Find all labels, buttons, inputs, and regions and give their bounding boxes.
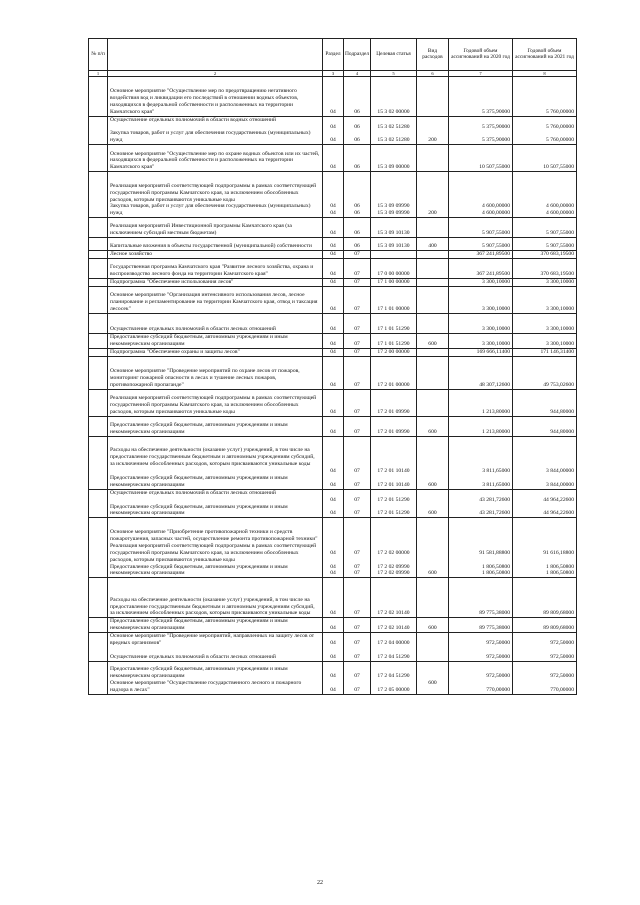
vid-cell: 200: [417, 172, 449, 218]
podrazdel-cell: 07: [344, 356, 371, 389]
row-name-cell: Реализация мероприятий соответствующей подпрограммы в рамках соответствующей государственной программы Камчатского края, за исключением обособленных расходов, которым присваиваются уникальные коды Закупка товаров, работ и услуг для обеспечения государственных (муниципальных) нужд: [108, 172, 323, 218]
row-number-cell: [89, 661, 108, 694]
podrazdel-cell: 06 06: [344, 172, 371, 218]
header-number: № п/п: [89, 39, 108, 71]
table-row: [89, 416, 577, 436]
column-number: 5: [371, 70, 417, 76]
razdel-cell: 04: [323, 314, 344, 334]
row-number-cell: [89, 578, 108, 618]
target-cell: 17 2 02 00000 17 2 02 09990 17 2 02 09990: [371, 518, 417, 578]
amount-2021-cell: 3 844,00000 3 844,00000: [513, 436, 577, 489]
table-row: [89, 578, 577, 618]
row-name-cell: Предоставление субсидий бюджетным, автономным учреждениям и иным некоммерческим организациям: [108, 416, 323, 436]
razdel-cell: 04: [323, 416, 344, 436]
podrazdel-cell: 07: [344, 259, 371, 279]
target-cell: 15 3 09 09990 15 3 09 09990: [371, 172, 417, 218]
amount-2021-cell: 171 146,31400: [513, 348, 577, 356]
razdel-cell: 04: [323, 356, 344, 389]
column-number: 8: [513, 70, 577, 76]
target-cell: 15 3 09 10130: [371, 238, 417, 251]
row-name-cell: Основное мероприятие "Осуществление мер по предотвращению негативного воздействия вод и ликвидации его последствий в отношении водных объектов, находящихся в федеральной собственности и расположенных на территории Камчатского края": [108, 76, 323, 116]
row-name-cell: Основное мероприятие "Приобретение противопожарной техники и средств пожаротушения, запасных частей, осуществление ремонта противопожарной техники" Реализация мероприятий соответствующей подпрограммы в рамках соответствующей государственной программы Камчатского края, за исключением обособленных расходов, которым присваиваются уникальные коды Предоставление субсидий бюджетным, автономным учреждениям и иным некоммерческим организациям: [108, 518, 323, 578]
row-number-cell: [89, 145, 108, 172]
vid-cell: [417, 76, 449, 116]
podrazdel-cell: 07: [344, 314, 371, 334]
amount-2021-cell: 5 760,00000 5 760,00000: [513, 116, 577, 145]
table-row: [89, 116, 577, 145]
table-row: [89, 436, 577, 489]
target-cell: 17 1 01 51290: [371, 334, 417, 349]
amount-2020-cell: 3 300,10000: [449, 314, 513, 334]
amount-2020-cell: 4 600,00000 4 600,00000: [449, 172, 513, 218]
row-number-cell: [89, 416, 108, 436]
target-cell: 17 2 02 10140: [371, 578, 417, 618]
amount-2021-cell: 10 507,55000: [513, 145, 577, 172]
amount-2021-cell: 3 300,10000: [513, 334, 577, 349]
header-vid: Вид расходов: [417, 39, 449, 71]
row-name-cell: Расходы на обеспечение деятельности (оказание услуг) учреждений, в том числе на предоставление государственным бюджетным и автономным учреждениям субсидий, за исключением обособленных расходов, которым присваиваются уникальные коды Предоставление субсидий бюджетным, автономным учреждениям и иным некоммерческим организациям: [108, 436, 323, 489]
razdel-cell: 04 04: [323, 489, 344, 518]
amount-2021-cell: 5 907,55000: [513, 218, 577, 238]
table-row: [89, 356, 577, 389]
row-name-cell: Предоставление субсидий бюджетным, автономным учреждениям и иным некоммерческим организациям: [108, 618, 323, 633]
amount-2020-cell: 5 907,55000: [449, 238, 513, 251]
target-cell: 17 2 01 10140 17 2 01 10140: [371, 436, 417, 489]
row-number-cell: [89, 489, 108, 518]
vid-cell: 600: [417, 618, 449, 633]
vid-cell: [417, 356, 449, 389]
target-cell: 17 2 04 51290 17 2 05 00000: [371, 661, 417, 694]
row-number-cell: [89, 389, 108, 416]
target-cell: 17 2 00 00000: [371, 348, 417, 356]
vid-cell: [417, 145, 449, 172]
target-cell: 17 2 01 09990: [371, 416, 417, 436]
row-name-cell: Основное мероприятие "Проведение мероприятий по охране лесов от пожаров, мониторинг пожарной опасности в лесах и тушение лесных пожаров, противопожарной пропаганде": [108, 356, 323, 389]
row-name-cell: Подпрограмма "Обеспечение охраны и защиты лесов": [108, 348, 323, 356]
amount-2021-cell: 370 683,19500: [513, 251, 577, 259]
amount-2020-cell: 972,50000 770,00000: [449, 661, 513, 694]
amount-2020-cell: 91 581,88800 1 806,50800 1 806,50800: [449, 518, 513, 578]
razdel-cell: 04 04: [323, 436, 344, 489]
row-name-cell: Предоставление субсидий бюджетным, автономным учреждениям и иным некоммерческим организациям: [108, 334, 323, 349]
razdel-cell: 04: [323, 334, 344, 349]
table-row: [89, 489, 577, 518]
row-number-cell: [89, 287, 108, 314]
row-number-cell: [89, 76, 108, 116]
row-number-cell: [89, 259, 108, 279]
podrazdel-cell: 07: [344, 389, 371, 416]
row-name-cell: Осуществление отдельных полномочий в области лесных отношений: [108, 314, 323, 334]
vid-cell: [417, 348, 449, 356]
table-body: [89, 39, 577, 695]
budget-table: [88, 38, 577, 695]
row-number-cell: [89, 356, 108, 389]
podrazdel-cell: 07 07: [344, 633, 371, 662]
podrazdel-cell: 07 07: [344, 489, 371, 518]
vid-cell: [417, 389, 449, 416]
target-cell: 17 2 02 10140: [371, 618, 417, 633]
razdel-cell: 04: [323, 259, 344, 279]
row-name-cell: Предоставление субсидий бюджетным, автономным учреждениям и иным некоммерческим организациям Основное мероприятие "Осуществление государственного лесного и пожарного надзора в лесах": [108, 661, 323, 694]
table-row: [89, 172, 577, 218]
amount-2021-cell: 49 753,02600: [513, 356, 577, 389]
razdel-cell: 04: [323, 251, 344, 259]
table-row: [89, 145, 577, 172]
vid-cell: [417, 218, 449, 238]
razdel-cell: 04: [323, 238, 344, 251]
podrazdel-cell: 06: [344, 218, 371, 238]
amount-2020-cell: 89 775,38000: [449, 578, 513, 618]
razdel-cell: 04: [323, 348, 344, 356]
header-podrazdel: Подраздел: [344, 39, 371, 71]
table-row: [89, 633, 577, 662]
razdel-cell: 04: [323, 389, 344, 416]
row-number-cell: [89, 218, 108, 238]
amount-2020-cell: 10 507,55000: [449, 145, 513, 172]
podrazdel-cell: 07: [344, 287, 371, 314]
amount-2021-cell: 5 907,55000: [513, 238, 577, 251]
podrazdel-cell: 07: [344, 578, 371, 618]
target-cell: 17 1 01 51290: [371, 314, 417, 334]
row-number-cell: [89, 633, 108, 662]
row-name-cell: Основное мероприятие "Организация интенсивного использования лесов, лесное планирование и регламентирование на территории Камчатского края, отвод и таксация лесосек": [108, 287, 323, 314]
vid-cell: [417, 287, 449, 314]
vid-cell: 400: [417, 238, 449, 251]
row-number-cell: [89, 334, 108, 349]
table-row: [89, 218, 577, 238]
target-cell: 15 3 02 00000: [371, 76, 417, 116]
razdel-cell: 04: [323, 279, 344, 287]
row-name-cell: Подпрограмма "Обеспечение использования лесов": [108, 279, 323, 287]
amount-2020-cell: 43 281,72600 43 281,72600: [449, 489, 513, 518]
amount-2021-cell: 89 809,68000: [513, 578, 577, 618]
page-number: 22: [317, 880, 323, 886]
vid-cell: [417, 633, 449, 662]
row-name-cell: Осуществление отдельных полномочий в области лесных отношений Предоставление субсидий бюджетным, автономным учреждениям и иным некоммерческим организациям: [108, 489, 323, 518]
row-name-cell: Капитальные вложения в объекты государственной (муниципальной) собственности: [108, 238, 323, 251]
row-number-cell: [89, 172, 108, 218]
table-row: [89, 279, 577, 287]
amount-2020-cell: 367 241,89500: [449, 259, 513, 279]
razdel-cell: 04: [323, 578, 344, 618]
amount-2020-cell: 3 300,10000: [449, 287, 513, 314]
amount-2020-cell: 367 241,89500: [449, 251, 513, 259]
table-row: [89, 518, 577, 578]
table-row: [89, 334, 577, 349]
vid-cell: [417, 259, 449, 279]
table-row: [89, 238, 577, 251]
header-name: [108, 39, 323, 71]
row-name-cell: Осуществление отдельных полномочий в области водных отношений Закупка товаров, работ и услуг для обеспечения государственных (муниципальных) нужд: [108, 116, 323, 145]
amount-2020-cell: 89 775,38000: [449, 618, 513, 633]
amount-2021-cell: 972,50000 770,00000: [513, 661, 577, 694]
column-number: 1: [89, 70, 108, 76]
table-row: [89, 259, 577, 279]
target-cell: [371, 251, 417, 259]
table-row: [89, 389, 577, 416]
vid-cell: 600: [417, 334, 449, 349]
column-number: 4: [344, 70, 371, 76]
podrazdel-cell: 07: [344, 334, 371, 349]
row-name-cell: Основное мероприятие "Осуществление мер по охране водных объектов или их частей, находящихся в федеральной собственности и расположенных на территории Камчатского края": [108, 145, 323, 172]
row-number-cell: [89, 314, 108, 334]
table-row: [89, 618, 577, 633]
target-cell: 17 2 01 00000: [371, 356, 417, 389]
amount-2021-cell: 44 964,22600 44 964,22600: [513, 489, 577, 518]
target-cell: 17 2 01 51290 17 2 01 51290: [371, 489, 417, 518]
row-name-cell: Реализация мероприятий соответствующей подпрограммы в рамках соответствующей государственной программы Камчатского края, за исключением обособленных расходов, которым присваиваются уникальные коды: [108, 389, 323, 416]
column-number: 3: [323, 70, 344, 76]
razdel-cell: 04 04 04: [323, 518, 344, 578]
column-number: 6: [417, 70, 449, 76]
target-cell: 17 0 00 00000: [371, 259, 417, 279]
amount-2021-cell: 5 760,00000: [513, 76, 577, 116]
razdel-cell: 04: [323, 76, 344, 116]
vid-cell: [417, 314, 449, 334]
podrazdel-cell: 07: [344, 251, 371, 259]
target-cell: 15 3 09 00000: [371, 145, 417, 172]
razdel-cell: 04: [323, 618, 344, 633]
header-target: Целевая статья: [371, 39, 417, 71]
amount-2021-cell: 4 600,00000 4 600,00000: [513, 172, 577, 218]
razdel-cell: 04: [323, 218, 344, 238]
razdel-cell: 04 04: [323, 661, 344, 694]
row-number-cell: [89, 251, 108, 259]
amount-2021-cell: 370 683,19500: [513, 259, 577, 279]
amount-2020-cell: 3 811,65000 3 811,65000: [449, 436, 513, 489]
podrazdel-cell: 07: [344, 348, 371, 356]
amount-2020-cell: 3 300,10000: [449, 334, 513, 349]
target-cell: 15 3 02 51280 15 3 02 51280: [371, 116, 417, 145]
amount-2020-cell: 972,50000 972,50000: [449, 633, 513, 662]
header-razdel: Раздел: [323, 39, 344, 71]
razdel-cell: 04: [323, 145, 344, 172]
podrazdel-cell: 07 07: [344, 661, 371, 694]
podrazdel-cell: 07: [344, 618, 371, 633]
row-number-cell: [89, 618, 108, 633]
amount-2020-cell: 5 375,90000 5 375,90000: [449, 116, 513, 145]
razdel-cell: 04 04: [323, 116, 344, 145]
razdel-cell: 04 04: [323, 172, 344, 218]
podrazdel-cell: 06: [344, 238, 371, 251]
amount-2021-cell: 944,80000: [513, 389, 577, 416]
amount-2021-cell: 3 300,10000: [513, 279, 577, 287]
vid-cell: 600: [417, 416, 449, 436]
podrazdel-cell: 06 06: [344, 116, 371, 145]
row-name-cell: Реализация мероприятий Инвестиционной программы Камчатского края (за исключением субсидий местным бюджетам): [108, 218, 323, 238]
amount-2020-cell: 5 907,55000: [449, 218, 513, 238]
row-number-cell: [89, 518, 108, 578]
target-cell: 15 3 09 10130: [371, 218, 417, 238]
vid-cell: [417, 251, 449, 259]
row-number-cell: [89, 436, 108, 489]
vid-cell: [417, 279, 449, 287]
amount-2020-cell: 48 307,12600: [449, 356, 513, 389]
razdel-cell: 04 04: [323, 633, 344, 662]
column-number: 2: [108, 70, 323, 76]
header-2020: Годовой объем ассигнований на 2020 год: [449, 39, 513, 71]
row-number-cell: [89, 279, 108, 287]
razdel-cell: 04: [323, 287, 344, 314]
vid-cell: 600: [417, 436, 449, 489]
podrazdel-cell: 06: [344, 145, 371, 172]
podrazdel-cell: 07 07 07: [344, 518, 371, 578]
vid-cell: 200: [417, 116, 449, 145]
table-row: [89, 76, 577, 116]
podrazdel-cell: 07: [344, 279, 371, 287]
vid-cell: [417, 578, 449, 618]
amount-2020-cell: 5 375,90000: [449, 76, 513, 116]
row-name-cell: Расходы на обеспечение деятельности (оказание услуг) учреждений, в том числе на предоставление государственным бюджетным и автономным учреждениям субсидий, за исключением обособленных расходов, которым присваиваются уникальные коды: [108, 578, 323, 618]
column-number: 7: [449, 70, 513, 76]
vid-cell: 600: [417, 661, 449, 694]
target-cell: 17 2 04 00000 17 2 04 51290: [371, 633, 417, 662]
table-row: [89, 661, 577, 694]
header-2021: Годовой объем ассигнований на 2021 год: [513, 39, 577, 71]
table-row: [89, 287, 577, 314]
podrazdel-cell: 07 07: [344, 436, 371, 489]
vid-cell: 600: [417, 518, 449, 578]
amount-2021-cell: 944,80000: [513, 416, 577, 436]
amount-2020-cell: 169 666,11400: [449, 348, 513, 356]
target-cell: 17 1 01 00000: [371, 287, 417, 314]
amount-2020-cell: 1 213,80000: [449, 389, 513, 416]
vid-cell: 600: [417, 489, 449, 518]
target-cell: 17 2 01 09990: [371, 389, 417, 416]
amount-2021-cell: 89 809,68000: [513, 618, 577, 633]
row-number-cell: [89, 238, 108, 251]
amount-2021-cell: 3 300,10000: [513, 287, 577, 314]
row-name-cell: Лесное хозяйство: [108, 251, 323, 259]
table-row: [89, 251, 577, 259]
amount-2021-cell: 972,50000 972,50000: [513, 633, 577, 662]
amount-2021-cell: 91 616,18800 1 806,50800 1 806,50800: [513, 518, 577, 578]
table-row: [89, 348, 577, 356]
table-row: [89, 314, 577, 334]
row-name-cell: Основное мероприятие "Проведение мероприятий, направленных на защиту лесов от вредных организмов" Осуществление отдельных полномочий в области лесных отношений: [108, 633, 323, 662]
podrazdel-cell: 07: [344, 416, 371, 436]
table-header-row: [89, 39, 577, 71]
row-number-cell: [89, 116, 108, 145]
podrazdel-cell: 06: [344, 76, 371, 116]
row-number-cell: [89, 348, 108, 356]
amount-2020-cell: 1 213,80000: [449, 416, 513, 436]
amount-2020-cell: 3 300,10000: [449, 279, 513, 287]
row-name-cell: Государственная программа Камчатского края "Развитие лесного хозяйства, охрана и воспроизводство лесного фонда на территории Камчатского края": [108, 259, 323, 279]
amount-2021-cell: 3 300,10000: [513, 314, 577, 334]
target-cell: 17 1 00 00000: [371, 279, 417, 287]
